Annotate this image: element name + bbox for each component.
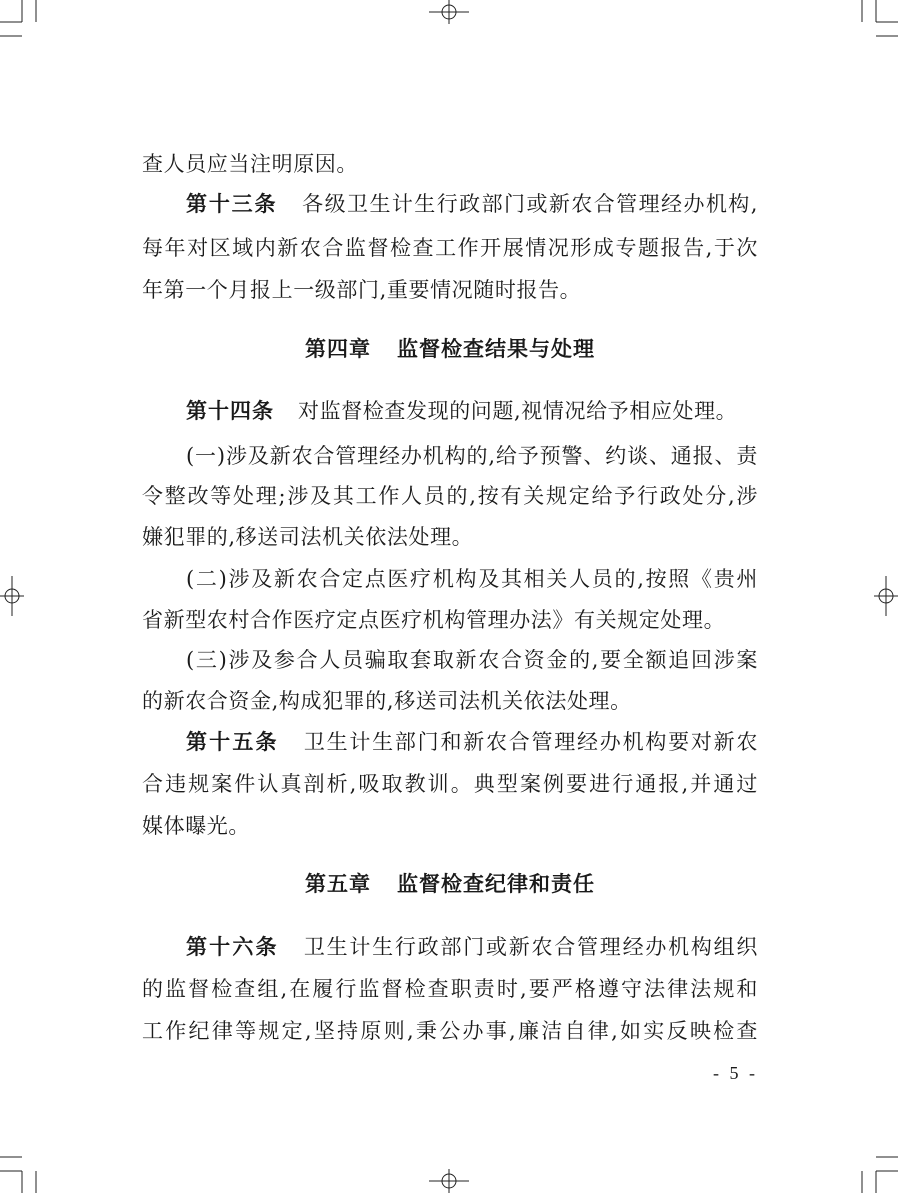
article-13-line-2: 每年对区域内新农合监督检查工作开展情况形成专题报告,于次 — [142, 236, 758, 260]
item-2-line-1: (二)涉及新农合定点医疗机构及其相关人员的,按照《贵州 — [186, 567, 758, 591]
article-14-title: 第十四条 — [186, 399, 274, 423]
item-1-line-1: (一)涉及新农合管理经办机构的,给予预警、约谈、通报、责 — [186, 444, 758, 468]
item-2-line-2: 省新型农村合作医疗定点医疗机构管理办法》有关规定处理。 — [142, 608, 726, 632]
chapter-5-heading — [142, 864, 758, 904]
article-16-text: 卫生计生行政部门或新农合管理经办机构组织 — [302, 935, 759, 959]
article-15-line-3: 媒体曝光。 — [142, 814, 250, 838]
chapter-5-title: 监督检查纪律和责任 — [397, 872, 595, 896]
article-13-line-1 — [142, 184, 758, 224]
article-13-title: 第十三条 — [186, 192, 278, 216]
item-3-line-2: 的新农合资金,构成犯罪的,移送司法机关依法处理。 — [142, 689, 632, 713]
chapter-4-heading — [142, 329, 758, 369]
article-15-text: 卫生计生部门和新农合管理经办机构要对新农 — [302, 730, 759, 754]
article-14-line-1 — [142, 391, 758, 431]
article-15-title: 第十五条 — [186, 730, 279, 754]
chapter-4-title: 监督检查结果与处理 — [397, 337, 595, 361]
article-16-title: 第十六条 — [186, 935, 279, 959]
article-14-text: 对监督检查发现的问题,视情况给予相应处理。 — [298, 399, 738, 423]
article-13-line-3: 年第一个月报上一级部门,重要情况随时报告。 — [142, 278, 582, 302]
item-3-line-1: (三)涉及参合人员骗取套取新农合资金的,要全额追回涉案 — [186, 648, 758, 672]
article-16-line-2: 的监督检查组,在履行监督检查职责时,要严格遵守法律法规和 — [142, 977, 758, 1001]
item-1-line-3: 嫌犯罪的,移送司法机关依法处理。 — [142, 525, 474, 549]
article-16-line-1 — [142, 927, 758, 967]
text-line: 查人员应当注明原因。 — [142, 152, 358, 176]
chapter-5-number: 第五章 — [305, 872, 371, 896]
article-16-line-3: 工作纪律等规定,坚持原则,秉公办事,廉洁自律,如实反映检查 — [142, 1019, 758, 1043]
article-15-line-1 — [142, 722, 758, 762]
chapter-4-number: 第四章 — [305, 337, 371, 361]
item-1-line-2: 令整改等处理;涉及其工作人员的,按有关规定给予行政处分,涉 — [142, 484, 758, 508]
article-15-line-2: 合违规案件认真剖析,吸取教训。典型案例要进行通报,并通过 — [142, 772, 758, 796]
article-13-text: 各级卫生计生行政部门或新农合管理经办机构, — [301, 192, 759, 216]
page-number: - 5 - — [713, 1063, 758, 1083]
